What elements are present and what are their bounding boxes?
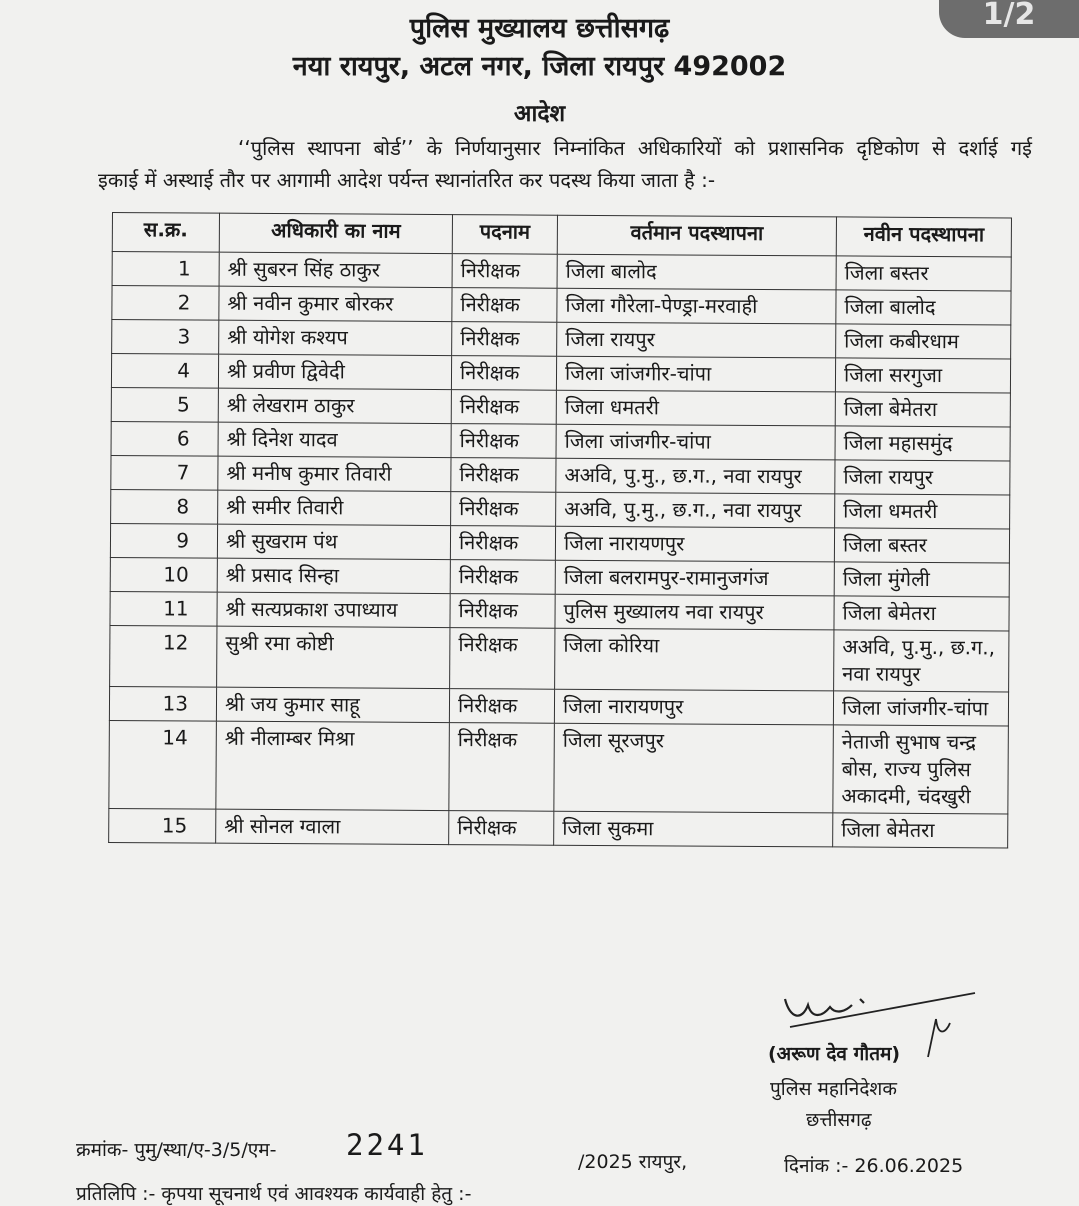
header-rank: पदनाम — [452, 215, 557, 255]
current-posting-cell: जिला नारायणपुर — [555, 526, 834, 562]
serial-cell: 3 — [112, 320, 219, 355]
serial-cell: 8 — [111, 489, 218, 524]
officer-name-cell: श्री नवीन कुमार बोरकर — [219, 286, 452, 321]
current-posting-cell: अअवि, पु.मु., छ.ग., नवा रायपुर — [556, 458, 835, 494]
current-posting-cell: अअवि, पु.मु., छ.ग., नवा रायपुर — [556, 492, 835, 528]
signatory-state: छत्तीसगढ़ — [806, 1109, 872, 1131]
copy-to-line: प्रतिलिपि :- कृपया सूचनार्थ एवं आवश्यक कार्यवाही हेतु :- — [76, 1183, 472, 1205]
current-posting-cell: जिला जांजगीर-चांपा — [556, 356, 835, 392]
new-posting-cell: जिला बेमेतरा — [835, 392, 1010, 427]
officer-name-cell: श्री मनीष कुमार तिवारी — [218, 456, 451, 491]
table-row — [112, 252, 1011, 291]
officer-name-cell: श्री नीलाम्बर मिश्रा — [216, 721, 450, 810]
current-posting-cell: जिला धमतरी — [556, 390, 835, 426]
table-row — [110, 591, 1009, 630]
page-indicator: 1/2 — [939, 0, 1079, 38]
new-posting-cell: जिला बेमेतरा — [833, 813, 1008, 848]
rank-cell: निरीक्षक — [451, 390, 556, 425]
rank-cell: निरीक्षक — [452, 254, 557, 289]
signatory-name: (अरूण देव गौतम) — [768, 1043, 901, 1065]
new-posting-cell: जिला मुंगेली — [834, 562, 1009, 597]
serial-cell: 2 — [112, 286, 219, 321]
serial-cell: 11 — [110, 591, 217, 626]
rank-cell: निरीक्षक — [450, 594, 555, 629]
officer-name-cell: श्री जय कुमार साहू — [216, 687, 449, 722]
serial-cell: 1 — [112, 252, 219, 287]
current-posting-cell: जिला सूरजपुर — [554, 723, 834, 813]
signatory-designation: पुलिस महानिदेशक — [770, 1078, 897, 1100]
serial-cell: 6 — [111, 421, 218, 456]
officer-name-cell: श्री दिनेश यादव — [218, 422, 451, 457]
rank-cell: निरीक्षक — [451, 356, 556, 391]
rank-cell: निरीक्षक — [451, 492, 556, 527]
serial-cell: 5 — [111, 387, 218, 422]
officer-name-cell: श्री योगेश कश्यप — [219, 320, 452, 355]
new-posting-cell: जिला सरगुजा — [835, 358, 1010, 393]
table-row — [110, 557, 1009, 596]
officer-name-cell: श्री सोनल ग्वाला — [216, 809, 449, 844]
table-row — [110, 625, 1009, 691]
order-title: आदेश — [513, 101, 566, 127]
table-row — [112, 320, 1011, 359]
new-posting-cell: जिला जांजगीर-चांपा — [833, 691, 1008, 726]
order-date: दिनांक :- 26.06.2025 — [784, 1155, 964, 1177]
new-posting-cell: जिला बस्तर — [836, 256, 1011, 291]
serial-cell: 4 — [111, 354, 218, 389]
table-row — [109, 720, 1009, 813]
officer-name-cell: श्री सत्यप्रकाश उपाध्याय — [217, 592, 450, 627]
intro-line-2: इकाई में अस्थाई तौर पर आगामी आदेश पर्यन्त स्थानांतरित कर पदस्थ किया जाता है :- — [98, 168, 716, 192]
serial-cell: 7 — [111, 455, 218, 490]
table-header-row — [112, 213, 1011, 257]
table-row — [109, 686, 1008, 725]
rank-cell: निरीक्षक — [449, 689, 554, 724]
serial-cell: 9 — [110, 523, 217, 558]
new-posting-cell: अअवि, पु.मु., छ.ग., नवा रायपुर — [834, 630, 1009, 692]
officer-name-cell: श्री सुबरन सिंह ठाकुर — [219, 252, 452, 287]
current-posting-cell: जिला रायपुर — [557, 322, 836, 358]
header-name: अधिकारी का नाम — [219, 213, 452, 253]
table-row — [111, 489, 1010, 528]
serial-cell: 13 — [109, 686, 216, 721]
new-posting-cell: जिला धमतरी — [835, 494, 1010, 529]
rank-cell: निरीक्षक — [452, 288, 557, 323]
officer-name-cell: श्री प्रवीण द्विवेदी — [218, 354, 451, 389]
rank-cell: निरीक्षक — [451, 458, 556, 493]
officer-name-cell: सुश्री रमा कोष्टी — [217, 626, 450, 688]
new-posting-cell: जिला कबीरधाम — [836, 324, 1011, 359]
rank-cell: निरीक्षक — [450, 628, 555, 690]
rank-cell: निरीक्षक — [452, 322, 557, 357]
office-name: पुलिस मुख्यालय छत्तीसगढ़ — [409, 13, 670, 44]
new-posting-cell: जिला रायपुर — [835, 460, 1010, 495]
table-row — [111, 421, 1010, 460]
table-row — [109, 808, 1008, 847]
table-row — [112, 286, 1011, 325]
current-posting-cell: जिला गौरेला-पेण्ड्रा-मरवाही — [557, 288, 836, 324]
officer-name-cell: श्री सुखराम पंथ — [217, 524, 450, 559]
current-posting-cell: जिला बालोद — [557, 254, 836, 290]
table-row — [111, 387, 1010, 426]
serial-cell: 14 — [109, 720, 217, 809]
header-serial: स.क्र. — [112, 213, 219, 253]
intro-line-1: ‘‘पुलिस स्थापना बोर्ड’’ के निर्णयानुसार निम्नांकित अधिकारियों को प्रशासनिक दृष्टिकोण से दर्शाई गई — [238, 136, 1032, 160]
current-posting-cell: जिला नारायणपुर — [554, 689, 833, 725]
current-posting-cell: जिला सुकमा — [554, 811, 833, 847]
new-posting-cell: नेताजी सुभाष चन्द्र बोस, राज्य पुलिस अकादमी, चंदखुरी — [833, 725, 1009, 814]
officer-name-cell: श्री लेखराम ठाकुर — [218, 388, 451, 423]
serial-cell: 12 — [110, 625, 217, 687]
office-address: नया रायपुर, अटल नगर, जिला रायपुर 492002 — [292, 51, 787, 82]
current-posting-cell: जिला जांजगीर-चांपा — [556, 424, 835, 460]
rank-cell: निरीक्षक — [450, 526, 555, 561]
serial-cell: 10 — [110, 557, 217, 592]
table-row — [111, 354, 1010, 393]
officer-name-cell: श्री समीर तिवारी — [218, 490, 451, 525]
officer-name-cell: श्री प्रसाद सिन्हा — [217, 558, 450, 593]
reference-number: 2241 — [346, 1128, 428, 1162]
transfer-table — [108, 212, 1012, 848]
rank-cell: निरीक्षक — [450, 560, 555, 595]
current-posting-cell: जिला बलरामपुर-रामानुजगंज — [555, 560, 834, 596]
current-posting-cell: पुलिस मुख्यालय नवा रायपुर — [555, 594, 834, 630]
new-posting-cell: जिला बस्तर — [834, 528, 1009, 563]
current-posting-cell: जिला कोरिया — [555, 628, 834, 691]
rank-cell: निरीक्षक — [451, 424, 556, 459]
table-row — [111, 455, 1010, 494]
new-posting-cell: जिला बालोद — [836, 290, 1011, 325]
new-posting-cell: जिला बेमेतरा — [834, 596, 1009, 631]
rank-cell: निरीक्षक — [449, 811, 554, 846]
order-intro — [98, 132, 1032, 196]
header-current-posting: वर्तमान पदस्थापना — [557, 215, 836, 256]
new-posting-cell: जिला महासमुंद — [835, 426, 1010, 461]
serial-cell: 15 — [109, 808, 216, 843]
table-row — [110, 523, 1009, 562]
reference-label: क्रमांक- पुमु/स्था/ए-3/5/एम- — [76, 1139, 277, 1161]
reference-year-place: /2025 रायपुर, — [578, 1151, 688, 1173]
rank-cell: निरीक्षक — [449, 723, 555, 812]
header-new-posting: नवीन पदस्थापना — [836, 217, 1011, 257]
